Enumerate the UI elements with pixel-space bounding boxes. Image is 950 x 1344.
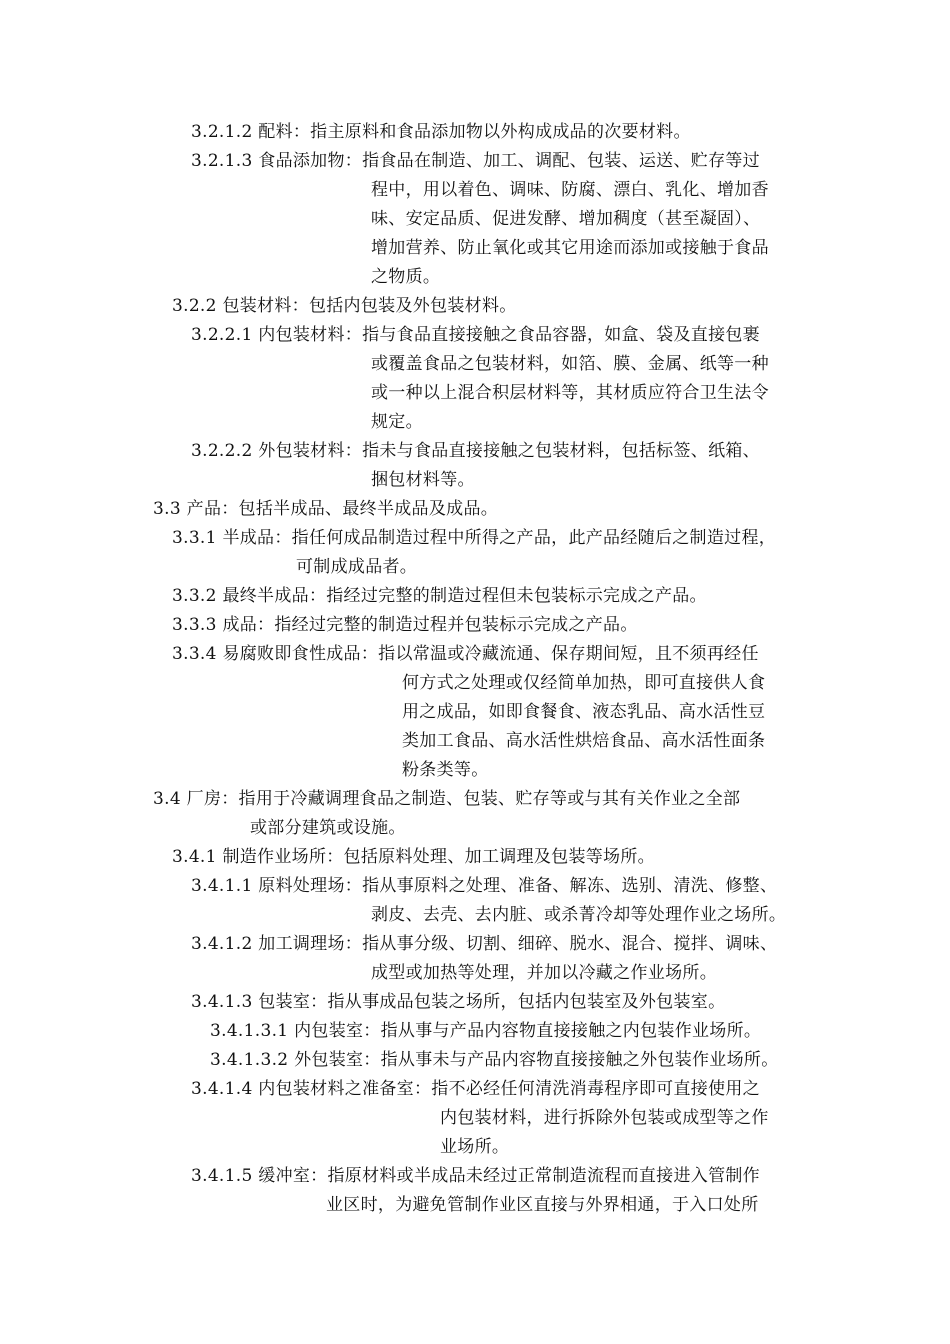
text-line: 可制成成品者。: [296, 557, 418, 577]
text-line: 3.2.2.1 内包装材料：指与食品直接接触之食品容器，如盒、袋及直接包裹: [191, 325, 760, 345]
text-line: 业场所。: [440, 1137, 510, 1157]
text-line: 程中，用以着色、调味、防腐、漂白、乳化、增加香: [371, 180, 769, 200]
text-line: 3.4.1.3.1 内包装室：指从事与产品内容物直接接触之内包装作业场所。: [210, 1021, 762, 1041]
text-line: 类加工食品、高水活性烘焙食品、高水活性面条: [402, 731, 766, 751]
text-line: 或部分建筑或设施。: [250, 818, 406, 838]
text-line: 3.4.1.2 加工调理场：指从事分级、切割、细碎、脱水、混合、搅拌、调味、: [191, 934, 778, 954]
text-line: 3.3 产品：包括半成品、最终半成品及成品。: [153, 499, 499, 519]
text-line: 3.4.1.3.2 外包装室：指从事未与产品内容物直接接触之外包装作业场所。: [210, 1050, 779, 1070]
text-line: 用之成品，如即食餐食、液态乳品、高水活性豆: [402, 702, 766, 722]
text-line: 3.4.1.5 缓冲室：指原材料或半成品未经过正常制造流程而直接进入管制作: [191, 1166, 760, 1186]
text-line: 3.3.2 最终半成品：指经过完整的制造过程但未包装标示完成之产品。: [172, 586, 707, 606]
text-line: 3.2.2 包装材料：包括内包装及外包装材料。: [172, 296, 517, 316]
text-line: 或一种以上混合积层材料等，其材质应符合卫生法令: [371, 383, 769, 403]
text-line: 3.2.2.2 外包装材料：指未与食品直接接触之包装材料，包括标签、纸箱、: [191, 441, 760, 461]
text-line: 内包装材料，进行拆除外包装或成型等之作: [440, 1108, 769, 1128]
text-line: 剥皮、去壳、去内脏、或杀菁冷却等处理作业之场所。: [371, 905, 787, 925]
text-line: 或覆盖食品之包装材料，如箔、膜、金属、纸等一种: [371, 354, 769, 374]
text-line: 3.4.1.3 包装室：指从事成品包装之场所，包括内包装室及外包装室。: [191, 992, 726, 1012]
text-line: 之物质。: [371, 267, 441, 287]
text-line: 增加营养、防止氧化或其它用途而添加或接触于食品: [371, 238, 769, 258]
text-line: 3.4.1.4 内包装材料之准备室：指不必经任何清洗消毒程序即可直接使用之: [191, 1079, 760, 1099]
text-line: 成型或加热等处理，并加以冷藏之作业场所。: [371, 963, 717, 983]
text-line: 3.3.1 半成品：指任何成品制造过程中所得之产品，此产品经随后之制造过程，: [172, 528, 777, 548]
text-line: 3.2.1.3 食品添加物：指食品在制造、加工、调配、包装、运送、贮存等过: [191, 151, 760, 171]
text-line: 捆包材料等。: [371, 470, 475, 490]
text-line: 味、安定品质、促进发酵、增加稠度（甚至凝固）、: [371, 209, 761, 229]
text-line: 3.3.3 成品：指经过完整的制造过程并包装标示完成之产品。: [172, 615, 638, 635]
text-line: 3.2.1.2 配料：指主原料和食品添加物以外构成成品的次要材料。: [191, 122, 691, 142]
text-line: 3.4.1.1 原料处理场：指从事原料之处理、准备、解冻、选别、清洗、修整、: [191, 876, 778, 896]
text-line: 3.3.4 易腐败即食性成品：指以常温或冷藏流通、保存期间短，且不须再经任: [172, 644, 759, 664]
text-line: 规定。: [371, 412, 423, 432]
text-line: 3.4 厂房：指用于冷藏调理食品之制造、包装、贮存等或与其有关作业之全部: [153, 789, 741, 809]
text-line: 3.4.1 制造作业场所：包括原料处理、加工调理及包装等场所。: [172, 847, 655, 867]
text-line: 粉条类等。: [402, 760, 489, 780]
text-line: 何方式之处理或仅经简单加热，即可直接供人食: [402, 673, 766, 693]
text-line: 业区时，为避免管制作业区直接与外界相通，于入口处所: [326, 1195, 759, 1215]
